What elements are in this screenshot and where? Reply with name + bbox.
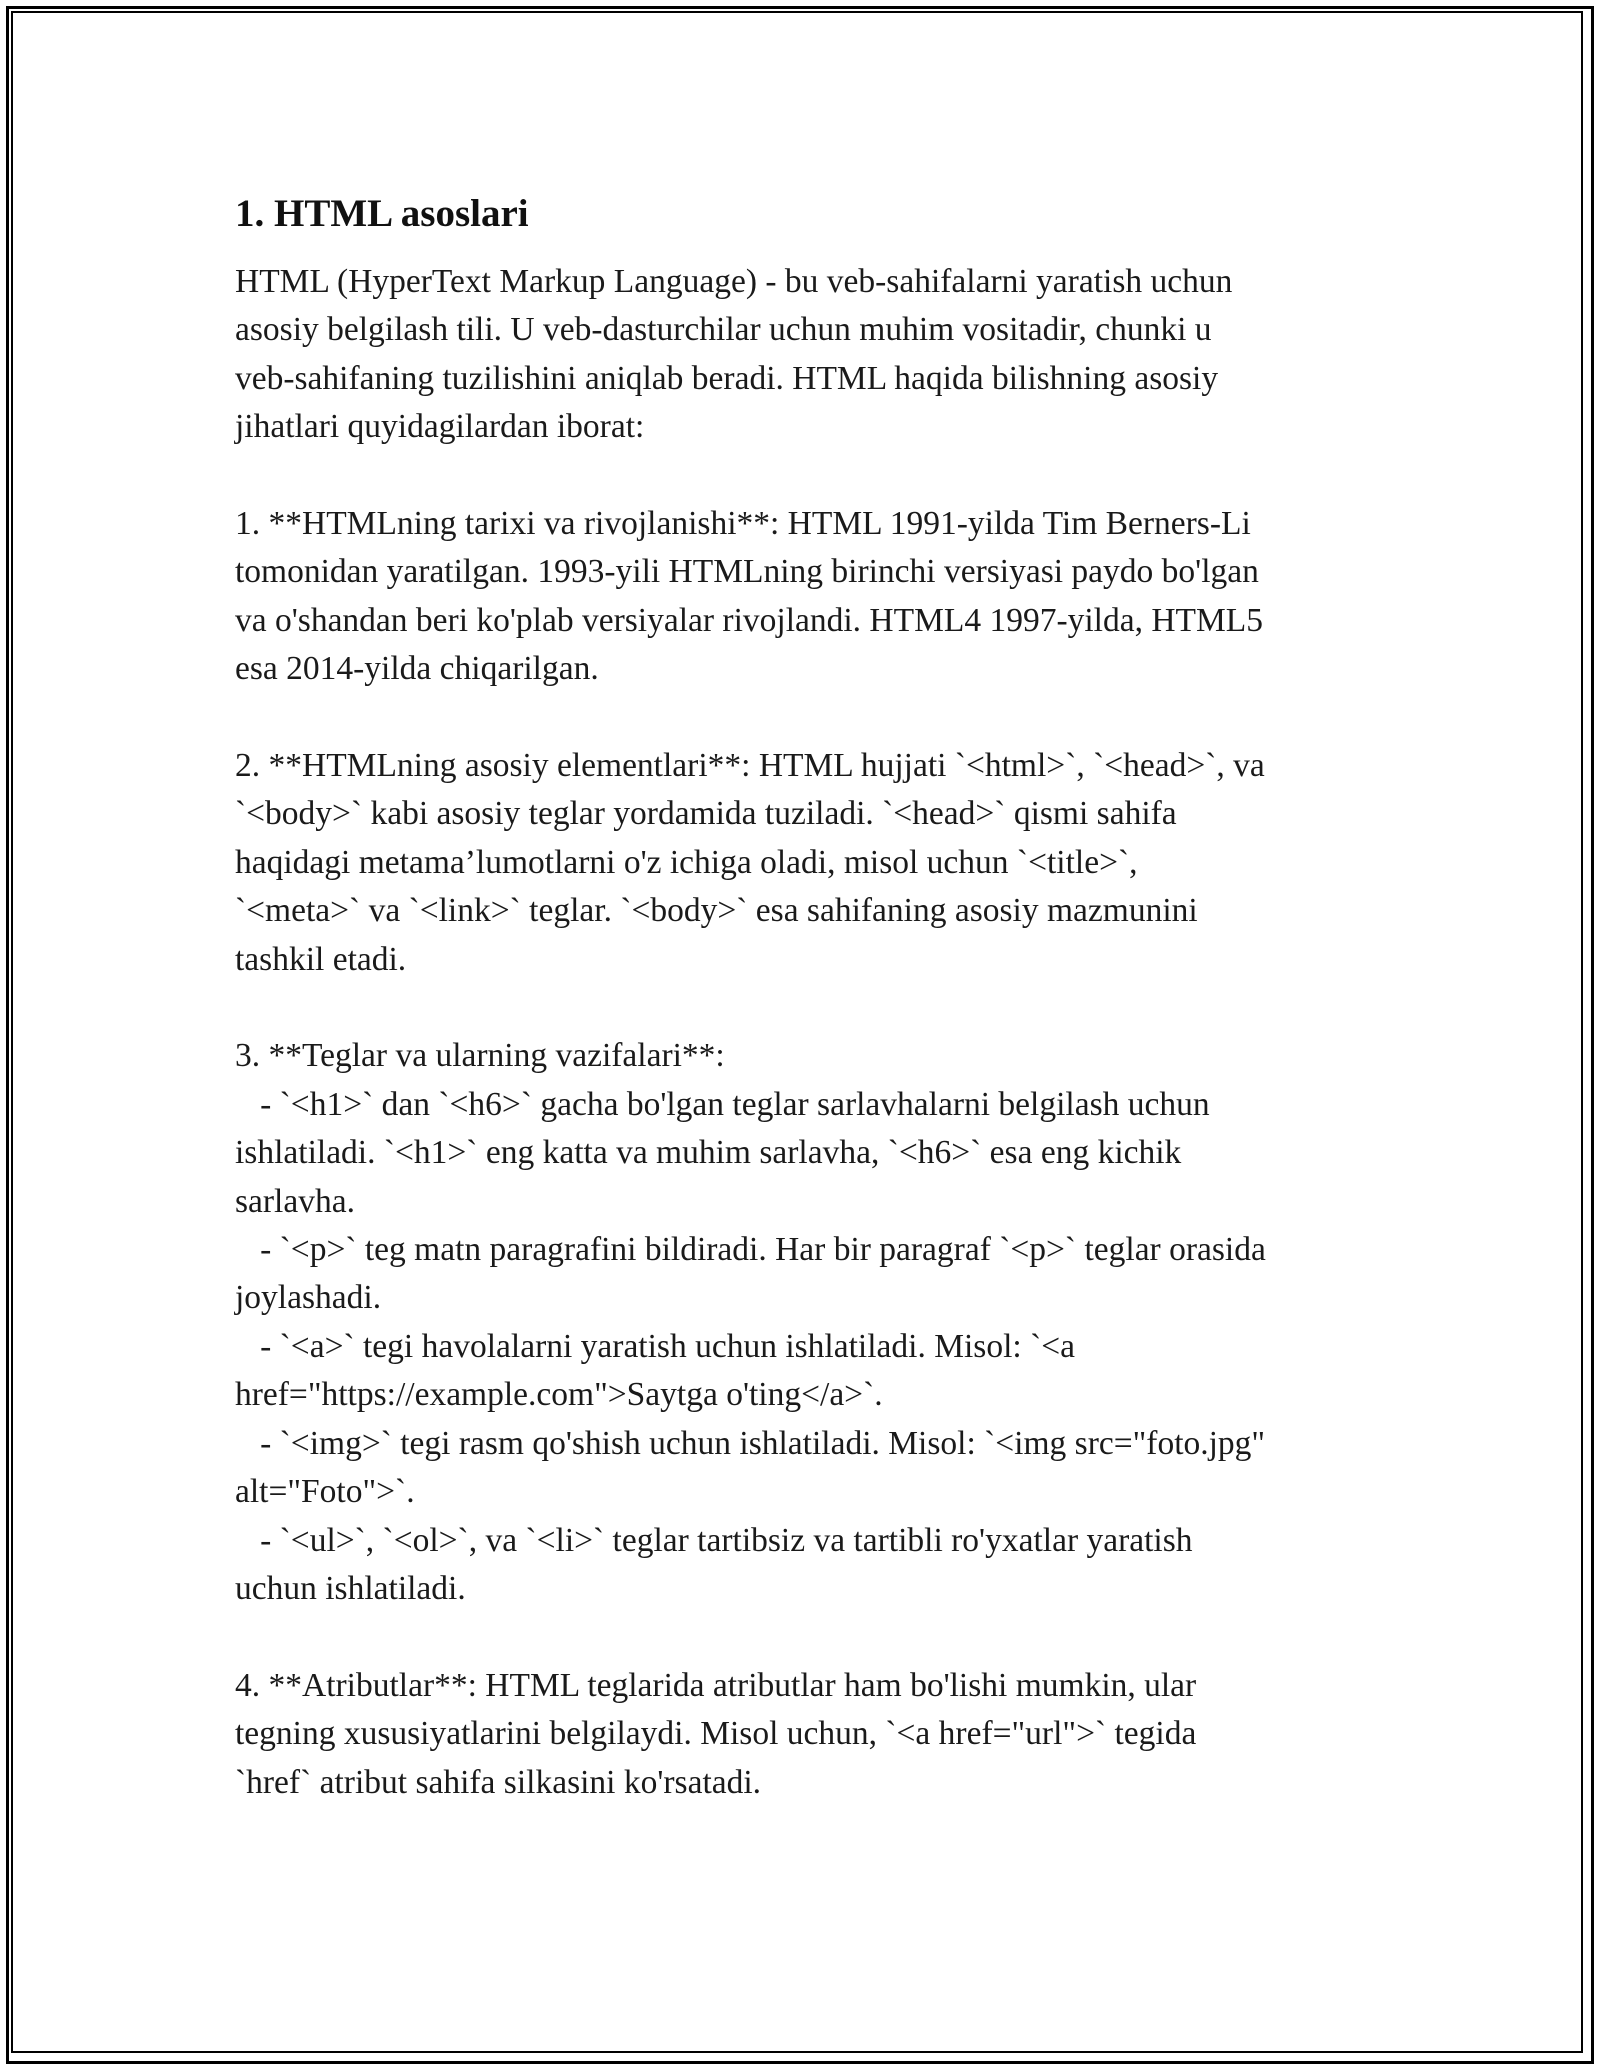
- paragraph-spacer: [235, 452, 1375, 500]
- section-history: 1. **HTMLning tarixi va rivojlanishi**: HTML 1991-yilda Tim Berners-Li tomonidan yaratilgan. 1993-yili HTMLning birinchi versiyasi paydo bo'lgan va o'shandan beri ko'plab versiyalar rivojlandi. HTML4 1997-yilda, HTML5 esa 2014-yilda chiqarilgan.: [235, 505, 1263, 688]
- section-tags: 3. **Teglar va ularning vazifalari**: - `<h1>` dan `<h6>` gacha bo'lgan teglar sarlavhalarni belgilash uchun ishlatiladi. `<h1>` eng katta va muhim sarlavha, `<h6>` esa eng kichik sarlavha. - `<p>` teg matn paragrafini bildiradi. Har bir paragraf `<p>` teglar orasida joylashadi. - `<a>` tegi havolalarni yaratish uchun ishlatiladi. Misol: `<a href="https://example.com">Saytga o'ting</a>`. - `<img>` tegi rasm qo'shish uchun ishlatiladi. Misol: `<img src="foto.jpg" alt="Foto">`. - `<ul>`, `<ol>`, va `<li>` teglar tartibsiz va tartibli ro'yxatlar yaratish uchun ishlatiladi.: [235, 1037, 1266, 1607]
- section-basic-elements: 2. **HTMLning asosiy elementlari**: HTML hujjati `<html>`, `<head>`, va `<body>` kabi asosiy teglar yordamida tuziladi. `<head>` qismi sahifa haqidagi metama’lumotlarni o'z ichiga oladi, misol uchun `<title>`, `<meta>` va `<link>` teglar. `<body>` esa sahifaning asosiy mazmunini tashkil etadi.: [235, 747, 1265, 978]
- document-body: [235, 180, 1375, 1807]
- section-attributes: 4. **Atributlar**: HTML teglarida atributlar ham bo'lishi mumkin, ular tegning xususiyatlarini belgilaydi. Misol uchun, `<a href="url">` tegida `href` atribut sahifa silkasini ko'rsatadi.: [235, 1666, 1197, 1801]
- paragraph-spacer: [235, 694, 1375, 742]
- paragraph-spacer: [235, 984, 1375, 1032]
- document-heading: 1. HTML asoslari: [235, 192, 529, 235]
- paragraph-spacer: [235, 1613, 1375, 1661]
- intro-paragraph: HTML (HyperText Markup Language) - bu veb-sahifalarni yaratish uchun asosiy belgilash tili. U veb-dasturchilar uchun muhim vositadir, chunki u veb-sahifaning tuzilishini aniqlab beradi. HTML haqida bilishning asosiy jihatlari quyidagilardan iborat:: [235, 263, 1233, 446]
